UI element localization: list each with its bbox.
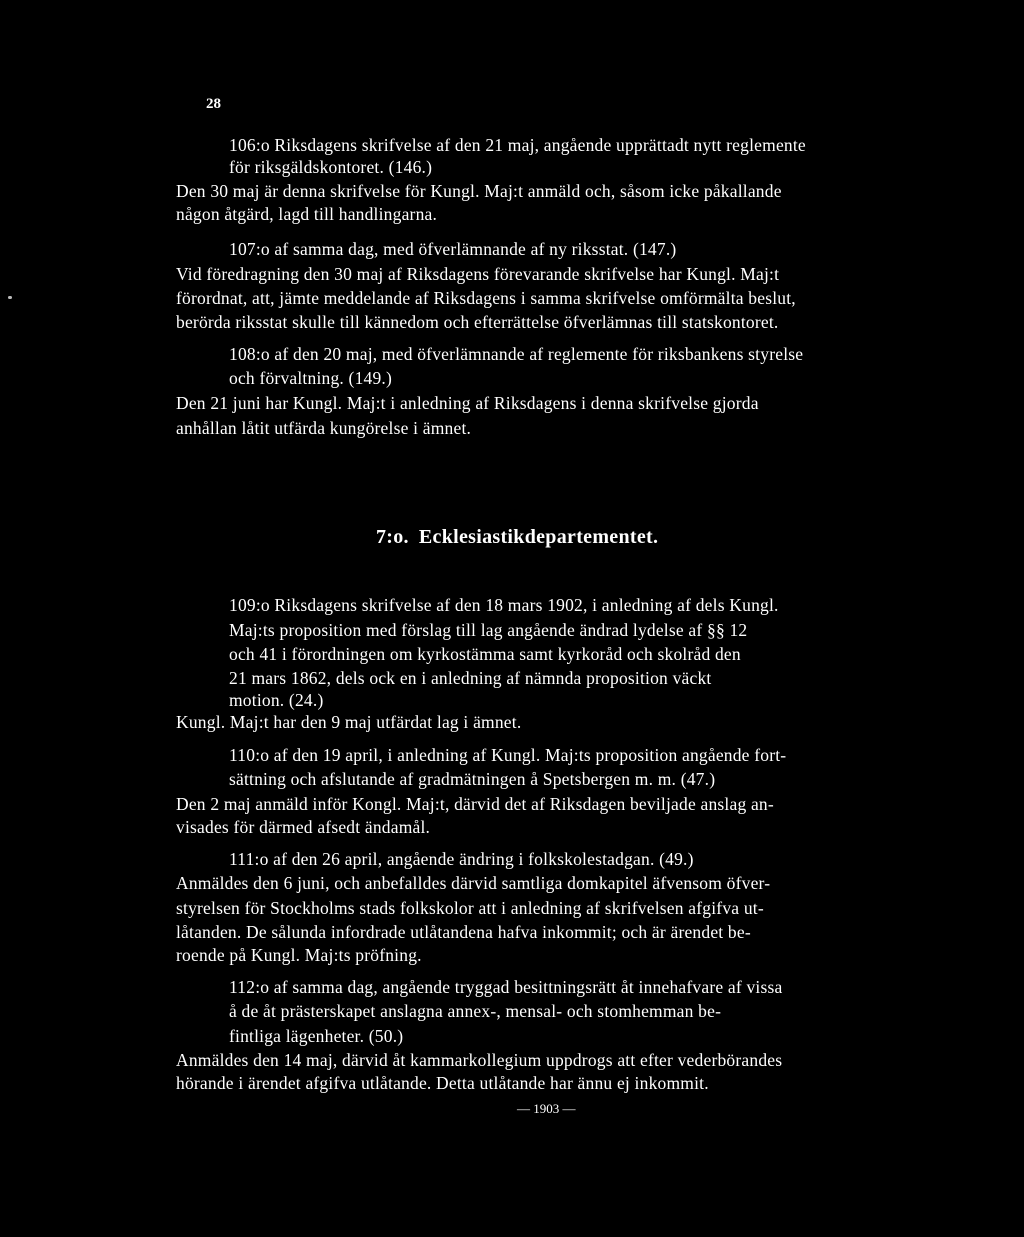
text-line: anhållan låtit utfärda kungörelse i ämnet. (176, 418, 472, 438)
text-line: Den 21 juni har Kungl. Maj:t i anledning af Riksdagens i denna skrifvelse gjorda (176, 393, 759, 413)
text-line: 112:o af samma dag, angående tryggad besittningsrätt åt innehafvare af vissa (229, 977, 783, 997)
text-line: Anmäldes den 14 maj, därvid åt kammarkollegium uppdrogs att efter vederbörandes (176, 1050, 783, 1070)
text-line: och 41 i förordningen om kyrkostämma samt kyrkoråd och skolråd den (229, 644, 741, 664)
section-heading (376, 526, 658, 549)
text-line: styrelsen för Stockholms stads folkskolor att i anledning af skrifvelsen afgifva ut- (176, 898, 764, 918)
text-line: Maj:ts proposition med förslag till lag angående ändrad lydelse af §§ 12 (229, 620, 748, 640)
text-line: motion. (24.) (229, 690, 324, 710)
text-line: 110:o af den 19 april, i anledning af Kungl. Maj:ts proposition angående fort- (229, 745, 787, 765)
text-line: fintliga lägenheter. (50.) (229, 1026, 404, 1046)
text-line: hörande i ärendet afgifva utlåtande. Detta utlåtande har ännu ej inkommit. (176, 1073, 709, 1093)
text-line: Den 30 maj är denna skrifvelse för Kungl. Maj:t anmäld och, såsom icke påkallande (176, 181, 782, 201)
text-line: Den 2 maj anmäld inför Kongl. Maj:t, därvid det af Riksdagen beviljade anslag an- (176, 794, 774, 814)
heading-title: Ecklesiastikdepartementet. (418, 526, 659, 548)
text-line: visades för därmed afsedt ändamål. (176, 817, 431, 837)
text-line: 107:o af samma dag, med öfverlämnande af ny riksstat. (147.) (229, 239, 677, 259)
text-line: sättning och afslutande af gradmätningen å Spetsbergen m. m. (47.) (229, 769, 716, 789)
text-line: 21 mars 1862, dels ock en i anledning af nämnda proposition väckt (229, 668, 712, 688)
text-line: Anmäldes den 6 juni, och anbefalldes därvid samtliga domkapitel äfvensom öfver- (176, 873, 771, 893)
page-number: 28 (206, 96, 221, 112)
text-line: för riksgäldskontoret. (146.) (229, 157, 433, 177)
heading-number: 7:o. (376, 526, 409, 548)
text-line: 109:o Riksdagens skrifvelse af den 18 mars 1902, i anledning af dels Kungl. (229, 595, 779, 615)
page-footer: — 1903 — (517, 1101, 576, 1116)
text-line: förordnat, att, jämte meddelande af Riksdagens i samma skrifvelse omförmälta beslut, (176, 288, 796, 308)
text-line: å de åt prästerskapet anslagna annex-, mensal- och stomhemman be- (229, 1001, 722, 1021)
text-line: berörda riksstat skulle till kännedom och efterrättelse öfverlämnas till statskontoret. (176, 312, 779, 332)
text-line: 111:o af den 26 april, angående ändring i folkskolestadgan. (49.) (229, 849, 694, 869)
scan-speck (8, 296, 12, 299)
text-line: Vid föredragning den 30 maj af Riksdagens förevarande skrifvelse har Kungl. Maj:t (176, 264, 780, 284)
text-line: någon åtgärd, lagd till handlingarna. (176, 204, 438, 224)
text-line: 108:o af den 20 maj, med öfverlämnande af reglemente för riksbankens styrelse (229, 344, 804, 364)
text-line: Kungl. Maj:t har den 9 maj utfärdat lag i ämnet. (176, 712, 522, 732)
text-line: roende på Kungl. Maj:ts pröfning. (176, 945, 422, 965)
text-line: 106:o Riksdagens skrifvelse af den 21 maj, angående upprättadt nytt reglemente (229, 135, 806, 155)
text-line: låtanden. De sålunda infordrade utlåtandena hafva inkommit; och är ärendet be- (176, 922, 751, 942)
text-line: och förvaltning. (149.) (229, 368, 393, 388)
